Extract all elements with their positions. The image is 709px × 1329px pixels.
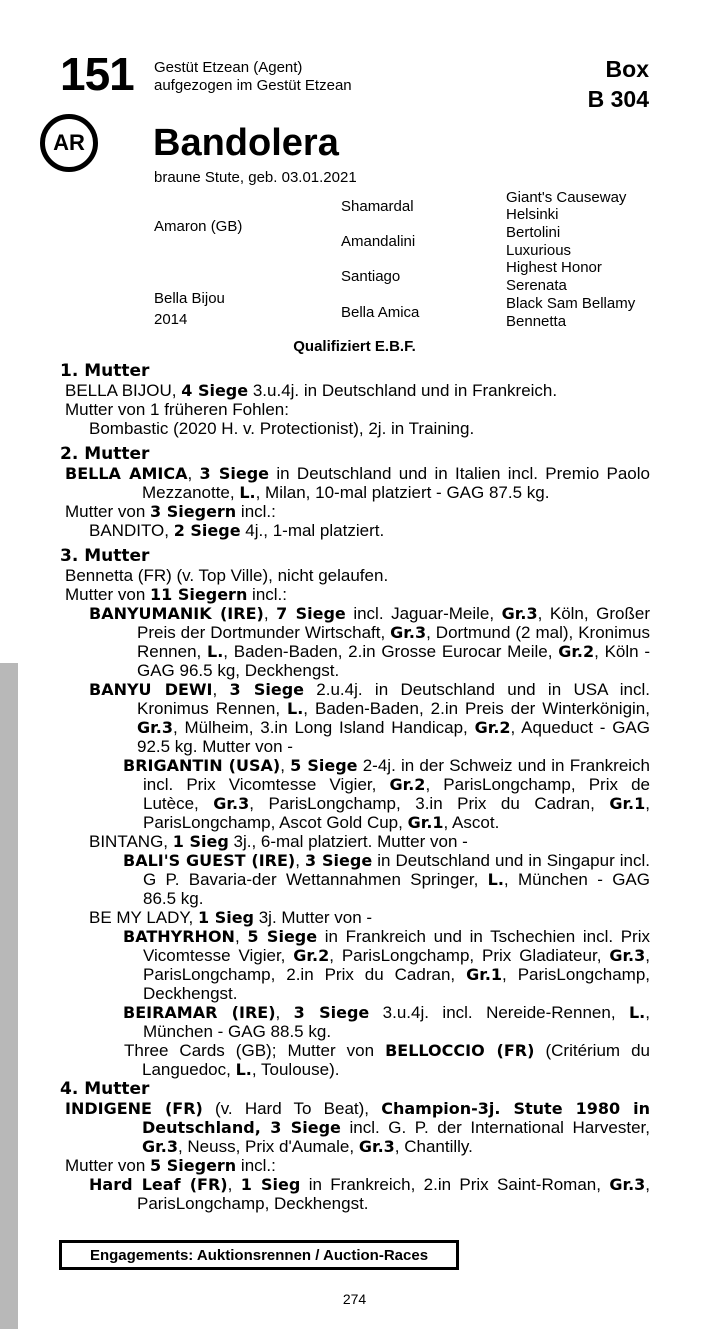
text-run: BEIRAMAR (IRE): [123, 1003, 276, 1022]
text-run: ,: [212, 680, 230, 699]
text-run: incl. G. P. der International Harvester,: [340, 1118, 650, 1137]
text-run: ,: [234, 927, 248, 946]
text-run: ,: [263, 604, 277, 623]
text-run: , Köln, Großer Preis der Dortmunder Wirtschaft,: [137, 604, 650, 642]
ar-badge-icon: AR: [40, 114, 98, 172]
text-run: 3 Siege: [305, 851, 373, 870]
text-run: L.: [207, 642, 224, 661]
text-run: Three Cards (GB); Mutter von: [124, 1041, 386, 1060]
text-run: Gr.1: [609, 794, 646, 813]
produce-intro: [60, 1156, 650, 1175]
pedigree-gen3: Luxurious: [506, 242, 572, 259]
text-run: BINTANG,: [89, 832, 173, 851]
dam-line: [60, 381, 650, 400]
text-run: in Frankreich und in Tschechien incl. Prix Vicomtesse Vigier,: [143, 927, 650, 965]
text-run: BELLOCCIO (FR): [385, 1041, 535, 1060]
text-run: (v. Hard To Beat),: [202, 1099, 382, 1118]
text-run: 3j., 6-mal platziert. Mutter von -: [228, 832, 468, 851]
text-run: 7 Siege: [276, 604, 346, 623]
text-run: , ParisLongchamp, Deckhengst.: [143, 965, 650, 1003]
pedigree-gen3: Giant's Causeway: [506, 189, 627, 206]
produce-subitem: [60, 756, 650, 832]
section-title: 3. Mutter: [60, 546, 150, 566]
text-run: Gr.1: [407, 813, 444, 832]
text-run: , ParisLongchamp, Prix Gladiateur,: [329, 946, 610, 965]
qualification: [0, 338, 709, 355]
text-run: incl.:: [236, 1156, 276, 1175]
text-run: , Baden-Baden, 2.in Preis der Winterkönigin,: [303, 699, 650, 718]
text-run: Gr.2: [389, 775, 426, 794]
text-run: BE MY LADY,: [89, 908, 198, 927]
pedigree-gen2: Shamardal: [341, 198, 414, 215]
horse-description: braune Stute, geb. 03.01.2021: [154, 169, 357, 186]
produce-item: [60, 832, 650, 851]
text-run: Mutter von: [65, 502, 151, 521]
text-run: , Ascot.: [443, 813, 500, 832]
text-run: (Critérium du Languedoc,: [142, 1041, 651, 1079]
text-run: Gr.3: [137, 718, 173, 737]
owner-line: Gestüt Etzean (Agent): [154, 59, 303, 76]
text-run: L.: [628, 1003, 646, 1022]
engagements-box: [59, 1240, 459, 1270]
section-title: 4. Mutter: [60, 1079, 150, 1099]
engagements-text: Engagements: Auktionsrennen / Auction-Races: [89, 1246, 429, 1264]
pedigree-gen3: Bennetta: [506, 313, 567, 330]
section-third-dam: [60, 547, 650, 1079]
section-fourth-dam: [60, 1080, 650, 1213]
text-run: ,: [280, 756, 291, 775]
text-run: Mutter von: [65, 1156, 151, 1175]
text-run: BELLA AMICA: [65, 464, 188, 483]
text-run: 1 Sieg: [172, 832, 229, 851]
text-run: Gr.3: [358, 1137, 395, 1156]
text-run: 11 Siegern: [150, 585, 248, 604]
page-edge-tab: [0, 663, 18, 1329]
section-first-dam: [60, 362, 650, 438]
text-run: ,: [227, 1175, 241, 1194]
text-run: 1 Sieg: [197, 908, 254, 927]
produce-intro: [60, 585, 650, 604]
pedigree-gen3: Bertolini: [506, 224, 561, 241]
pedigree-gen3: Serenata: [506, 277, 567, 294]
text-run: Hard Leaf (FR): [89, 1175, 228, 1194]
text-run: Champion-3j. Stute 1980 in Deutschland, 3 Siege: [142, 1099, 651, 1137]
produce-item: [60, 908, 650, 927]
text-run: ,: [275, 1003, 294, 1022]
text-run: 5 Siege: [247, 927, 318, 946]
page-number: 274: [342, 1291, 367, 1307]
text-run: , Mülheim, 3.in Long Island Handicap,: [172, 718, 475, 737]
text-run: 3 Siege: [293, 1003, 370, 1022]
text-run: in Deutschland und in Singapur incl. G P. Bavaria-der Wettannahmen Springer,: [143, 851, 651, 889]
text-run: BANYU DEWI: [89, 680, 213, 699]
text-run: INDIGENE (FR): [65, 1099, 203, 1118]
text-run: L.: [235, 1060, 252, 1079]
owner-info: [154, 59, 352, 95]
text-run: ,: [295, 851, 305, 870]
text-run: 5 Siege: [290, 756, 358, 775]
text-run: 2 Siege: [173, 521, 241, 540]
text-run: , Baden-Baden, 2.in Grosse Eurocar Meile,: [223, 642, 559, 661]
text-run: BRIGANTIN (USA): [123, 756, 281, 775]
text-run: BANYUMANIK (IRE): [89, 604, 264, 623]
produce-subitem: [60, 927, 650, 1003]
text-run: Gr.2: [293, 946, 330, 965]
produce-intro: [60, 502, 650, 521]
pedigree-gen2: Bella Amica: [341, 304, 420, 321]
dam-line: [60, 464, 650, 502]
pedigree-sire: Amaron (GB): [154, 218, 243, 235]
text-run: in Deutschland und in Italien incl. Premio Paolo Mezzanotte,: [142, 464, 650, 502]
produce-subitem: [60, 1003, 650, 1041]
text-run: 5 Siegern: [150, 1156, 237, 1175]
pedigree-dam-year: 2014: [154, 311, 188, 328]
text-run: in Frankreich, 2.in Prix Saint-Roman,: [300, 1175, 610, 1194]
text-run: BANDITO,: [89, 521, 174, 540]
text-run: 1 Sieg: [240, 1175, 301, 1194]
raised-line: aufgezogen im Gestüt Etzean: [154, 77, 352, 94]
text-run: Gr.3: [501, 604, 538, 623]
text-run: , München - GAG 86.5 kg.: [143, 870, 650, 908]
text-run: , Dortmund (2 mal), Kronimus Rennen,: [137, 623, 650, 661]
produce-subitem: [60, 1041, 650, 1079]
text-run: , ParisLongchamp, Ascot Gold Cup,: [143, 794, 650, 832]
produce-item: [60, 680, 650, 756]
text-run: 4j., 1-mal platziert.: [240, 521, 385, 540]
text-run: , Aqueduct - GAG 92.5 kg. Mutter von -: [137, 718, 650, 756]
pedigree-gen2: Amandalini: [341, 233, 416, 250]
box-label: Box: [605, 56, 649, 82]
text-run: Gr.2: [474, 718, 511, 737]
text-run: Gr.2: [558, 642, 595, 661]
box-number: B 304: [587, 86, 649, 112]
text-run: 2-4j. in der Schweiz und in Frankreich incl. Prix Vicomtesse Vigier,: [143, 756, 651, 794]
text-run: , München - GAG 88.5 kg.: [143, 1003, 650, 1041]
text-run: , ParisLongchamp, Deckhengst.: [137, 1175, 651, 1213]
pedigree-gen3: Helsinki: [506, 206, 559, 223]
box-info: [588, 54, 649, 114]
text-run: 4 Siege: [181, 381, 249, 400]
section-second-dam: [60, 445, 650, 540]
text-run: Gr.1: [466, 965, 503, 984]
produce-item: Bombastic (2020 H. v. Protectionist), 2j. in Training.: [89, 419, 475, 438]
produce-item: [60, 604, 650, 680]
text-run: BALI'S GUEST (IRE): [123, 851, 296, 870]
dam-line: Bennetta (FR) (v. Top Ville), nicht gelaufen.: [65, 566, 389, 585]
dam-line: [60, 1099, 650, 1156]
text-run: 3 Siege: [229, 680, 304, 699]
text-run: 3 Siege: [199, 464, 270, 483]
produce-subitem: [60, 851, 650, 908]
lot-number: 151: [60, 48, 134, 100]
text-run: 3 Siegern: [150, 502, 237, 521]
text-run: , ParisLongchamp, 2.in Prix du Cadran,: [143, 946, 650, 984]
produce-item: [60, 1175, 650, 1213]
text-run: , Milan, 10-mal platziert - GAG 87.5 kg.: [255, 483, 550, 502]
text-run: 3.u.4j. incl. Nereide-Rennen,: [369, 1003, 629, 1022]
text-run: , ParisLongchamp, Prix de Lutèce,: [143, 775, 650, 813]
text-run: BATHYRHON: [123, 927, 235, 946]
text-run: incl.:: [236, 502, 276, 521]
text-run: 2.u.4j. in Deutschland und in USA incl. Kronimus Rennen,: [137, 680, 650, 718]
text-run: incl.:: [247, 585, 288, 604]
text-run: Gr.3: [609, 1175, 646, 1194]
pedigree-gen3: Black Sam Bellamy: [506, 295, 636, 312]
text-run: , Köln - GAG 96.5 kg, Deckhengst.: [137, 642, 651, 680]
pedigree-gen2: Santiago: [341, 268, 401, 285]
text-run: L.: [239, 483, 256, 502]
text-run: , ParisLongchamp, 3.in Prix du Cadran,: [249, 794, 610, 813]
text-run: 3.u.4j. in Deutschland und in Frankreich.: [248, 381, 558, 400]
pedigree-gen3: Highest Honor: [506, 259, 602, 276]
text-run: ,: [187, 464, 200, 483]
text-run: Gr.3: [142, 1137, 178, 1156]
text-run: Gr.3: [390, 623, 427, 642]
produce-intro: Mutter von 1 früheren Fohlen:: [65, 400, 289, 419]
text-run: , Neuss, Prix d'Aumale,: [177, 1137, 359, 1156]
section-title: 1. Mutter: [60, 361, 150, 381]
text-run: BELLA BIJOU,: [65, 381, 182, 400]
text-run: Mutter von: [65, 585, 151, 604]
text-run: Gr.3: [213, 794, 250, 813]
text-run: L.: [287, 699, 304, 718]
qualification-text: Qualifiziert E.B.F.: [293, 338, 416, 355]
text-run: L.: [487, 870, 504, 889]
text-run: Gr.3: [609, 946, 646, 965]
text-run: 3j. Mutter von -: [254, 908, 373, 927]
pedigree-dam: Bella Bijou: [154, 290, 225, 307]
text-run: incl. Jaguar-Meile,: [345, 604, 502, 623]
text-run: , Toulouse).: [251, 1060, 340, 1079]
section-title: 2. Mutter: [60, 444, 150, 464]
text-run: , Chantilly.: [394, 1137, 473, 1156]
produce-item: [60, 521, 650, 540]
horse-name: Bandolera: [153, 122, 339, 164]
